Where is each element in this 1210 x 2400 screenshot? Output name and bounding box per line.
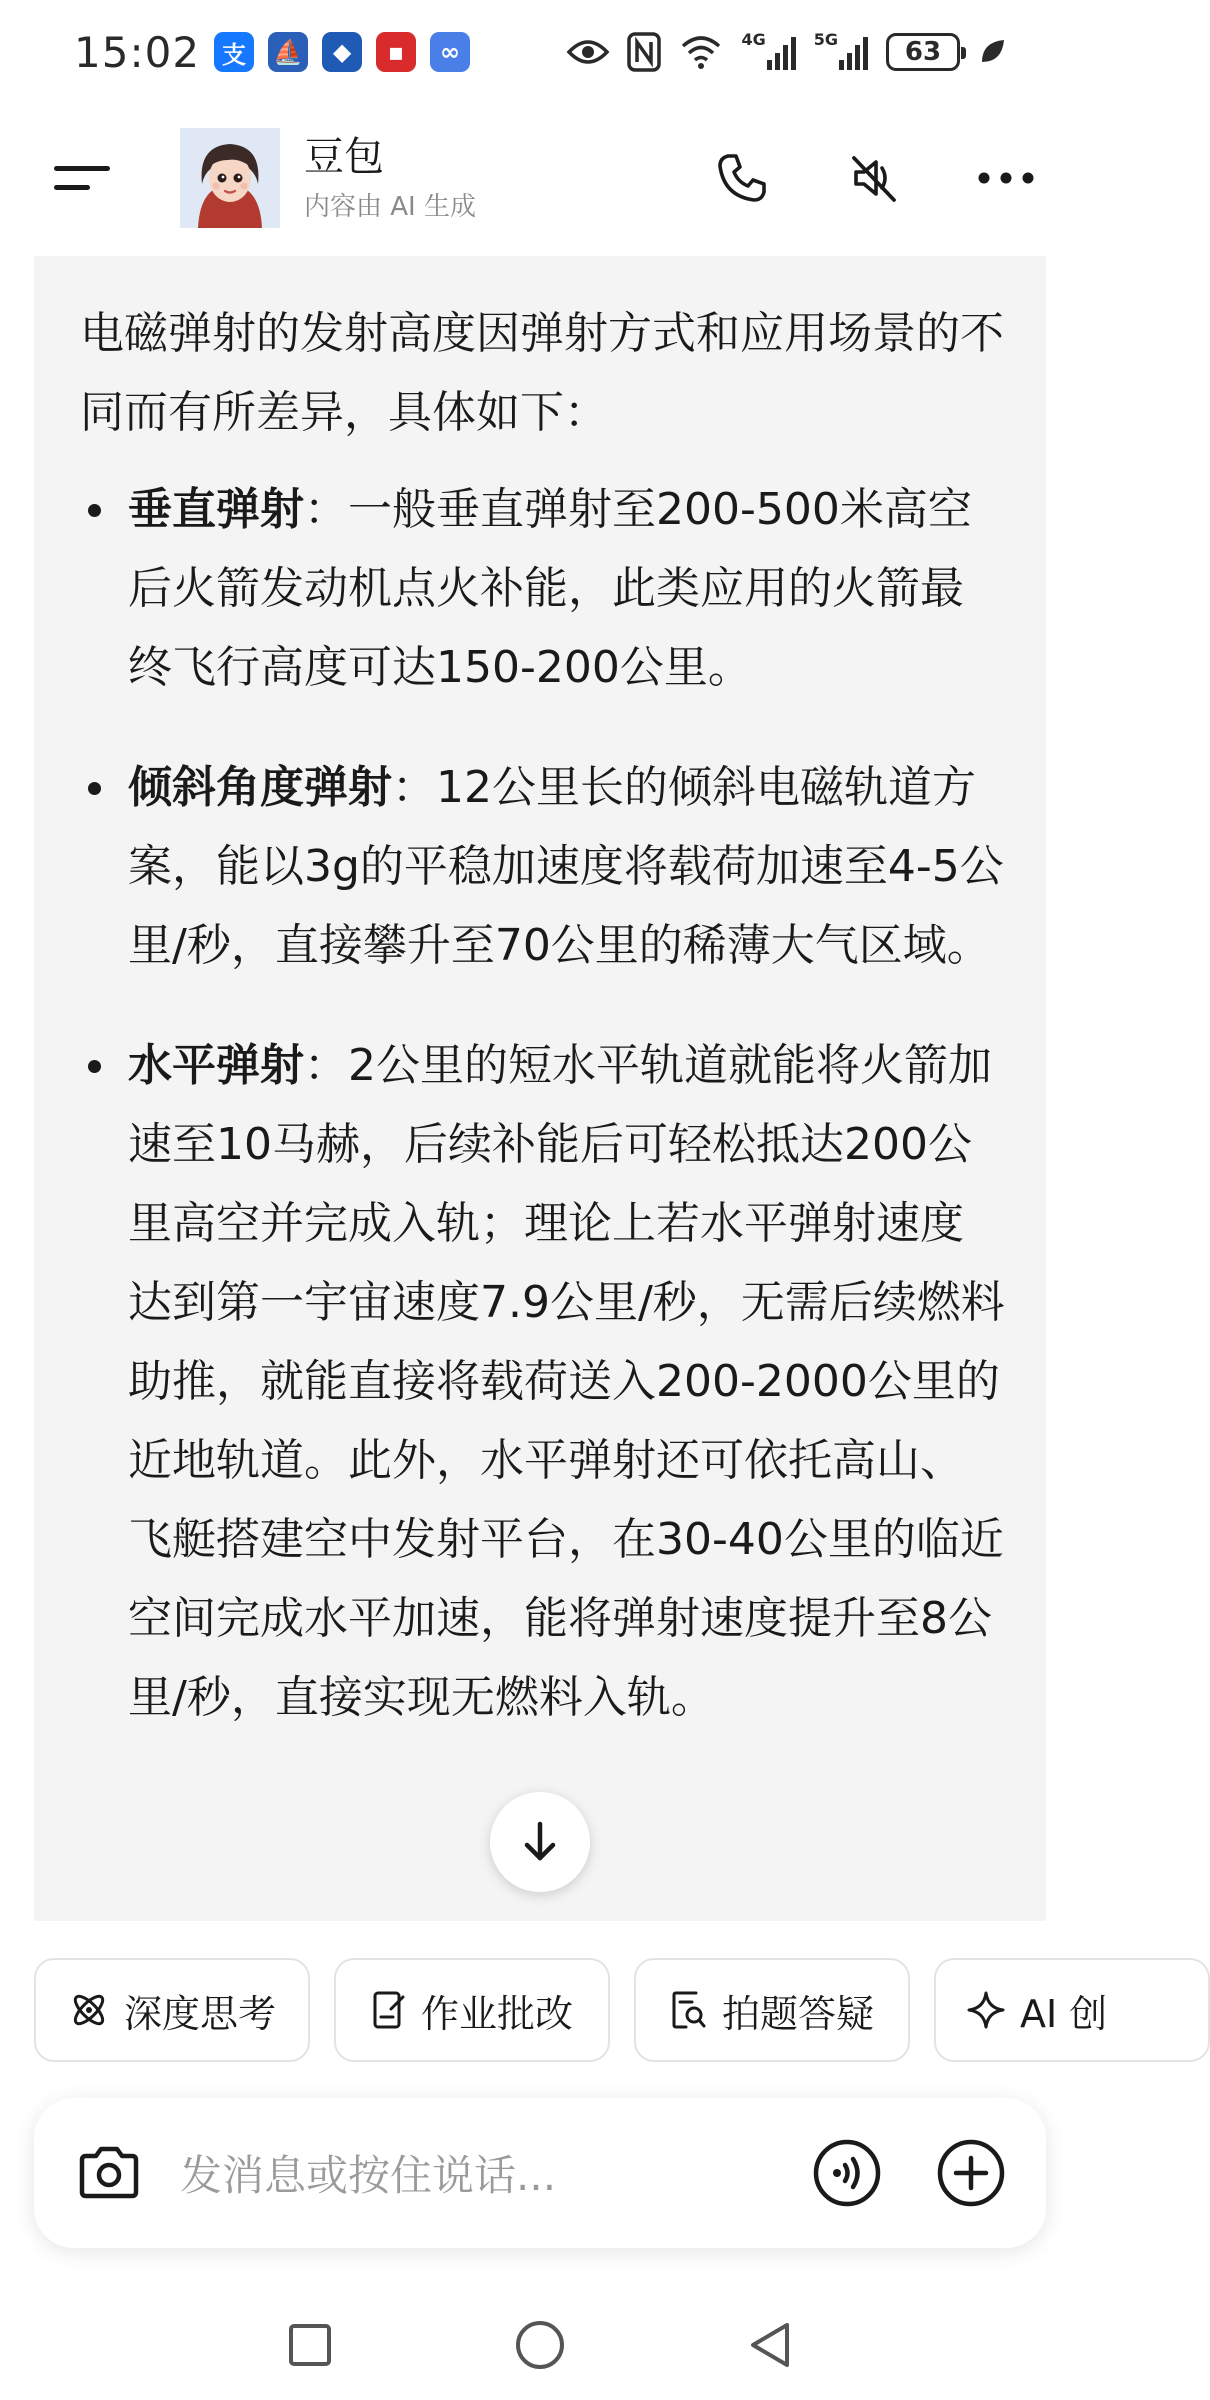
voice-call-button[interactable] — [812, 2138, 882, 2208]
eye-icon — [567, 30, 609, 74]
ship-app-icon: ⛵ — [268, 32, 308, 72]
system-status-icons — [567, 30, 1006, 74]
quick-action-deep-think[interactable] — [34, 1958, 310, 2062]
chat-header — [0, 104, 1080, 252]
quick-action-homework-grading[interactable] — [334, 1958, 610, 2062]
assistant-message — [34, 256, 1046, 1921]
circle-icon — [514, 2319, 566, 2371]
ai-generated-note: 内容由 AI 生成 — [304, 191, 476, 222]
nfc-icon — [627, 30, 661, 74]
bot-name: 豆包 — [304, 133, 384, 180]
home-button[interactable] — [510, 2315, 570, 2375]
leaf-icon — [978, 30, 1006, 74]
triangle-back-icon — [747, 2320, 793, 2370]
signal-4g-icon — [741, 30, 795, 74]
more-dots-icon — [976, 170, 1036, 186]
alipay-icon: 支 — [214, 32, 254, 72]
status-time: 15:02 — [74, 27, 201, 77]
back-button[interactable] — [740, 2315, 800, 2375]
link-app-icon: ∞ — [430, 32, 470, 72]
camera-button[interactable] — [76, 2140, 142, 2206]
bullet-text: ：一般垂直弹射至200-500米高空后火箭发动机点火补能，此类应用的火箭最终飞行高度可达150-200公里。 — [128, 484, 972, 693]
recent-apps-button[interactable] — [280, 2315, 340, 2375]
speaker-muted-icon — [846, 150, 902, 206]
more-options-button[interactable] — [972, 144, 1040, 212]
menu-line-icon — [54, 185, 90, 190]
wifi-icon — [679, 30, 723, 74]
quick-action-label: 拍题答疑 — [721, 1991, 874, 2036]
header-actions — [708, 144, 1040, 212]
signal-4g-label: 4G — [741, 30, 766, 49]
quick-action-label: 深度思考 — [123, 1991, 276, 2036]
mute-speaker-button[interactable] — [840, 144, 908, 212]
message-intro: 电磁弹射的发射高度因弹射方式和应用场景的不同而有所差异，具体如下： — [80, 308, 1004, 438]
menu-button[interactable] — [54, 149, 112, 207]
quick-action-ai-create[interactable] — [934, 1958, 1210, 2062]
system-navigation-bar — [0, 2290, 1080, 2400]
message-input[interactable]: 发消息或按住说话... — [180, 2151, 557, 2200]
voice-wave-icon — [812, 2138, 882, 2208]
scroll-to-bottom-button[interactable] — [490, 1792, 590, 1892]
status-bar — [0, 0, 1080, 104]
plus-circle-icon — [936, 2138, 1006, 2208]
bullet-text: ：12公里长的倾斜电磁轨道方案，能以3g的平稳加速度将载荷加速至4-5公里/秒，直接攀升至70公里的稀薄大气区域。 — [128, 762, 1004, 971]
quick-action-label: AI 创 — [1020, 1991, 1108, 2036]
notification-app-icons — [214, 32, 470, 72]
bullet-term: 水平弹射 — [128, 1040, 304, 1091]
bullet-term: 倾斜角度弹射 — [128, 762, 392, 813]
atom-icon — [68, 1989, 110, 2031]
avatar[interactable] — [180, 128, 280, 228]
search-doc-icon — [670, 1989, 708, 2031]
square-icon — [287, 2322, 333, 2368]
list-item — [80, 470, 1006, 707]
chat-title-block — [304, 134, 476, 223]
signal-5g-label: 5G — [813, 30, 838, 49]
phone-icon — [714, 150, 770, 206]
arrow-down-icon — [520, 1820, 560, 1864]
battery-indicator: 63 — [886, 33, 960, 71]
document-edit-icon — [371, 1989, 407, 2031]
avatar-illustration-icon — [180, 128, 280, 228]
list-item — [80, 748, 1006, 985]
message-input-bar — [34, 2098, 1046, 2248]
add-attachment-button[interactable] — [936, 2138, 1006, 2208]
phone-call-button[interactable] — [708, 144, 776, 212]
quick-action-photo-question[interactable] — [634, 1958, 910, 2062]
sparkle-icon — [966, 1990, 1006, 2030]
message-bullet-list — [80, 470, 1006, 1737]
camera-icon — [76, 2144, 142, 2202]
list-item — [80, 1026, 1006, 1737]
red-app-icon: ▪ — [376, 32, 416, 72]
bullet-text: ：2公里的短水平轨道就能将火箭加速至10马赫，后续补能后可轻松抵达200公里高空并完成入轨；理论上若水平弹射速度达到第一宇宙速度7.9公里/秒，无需后续燃料助推，就能直接将载荷送入200-2000公里的近地轨道。此外，水平弹射还可依托高山、飞艇搭建空中发射平台，在30-40公里的临近空间完成水平加速，能将弹射速度提升至8公里/秒，直接实现无燃料入轨。 — [128, 1040, 1005, 1723]
menu-line-icon — [54, 166, 110, 171]
bullet-term: 垂直弹射 — [128, 484, 304, 535]
signal-5g-icon — [814, 30, 868, 74]
quick-action-label: 作业批改 — [420, 1991, 573, 2036]
ccb-bank-icon: ◆ — [322, 32, 362, 72]
quick-actions-bar — [34, 1958, 1108, 2062]
input-actions — [812, 2138, 1006, 2208]
